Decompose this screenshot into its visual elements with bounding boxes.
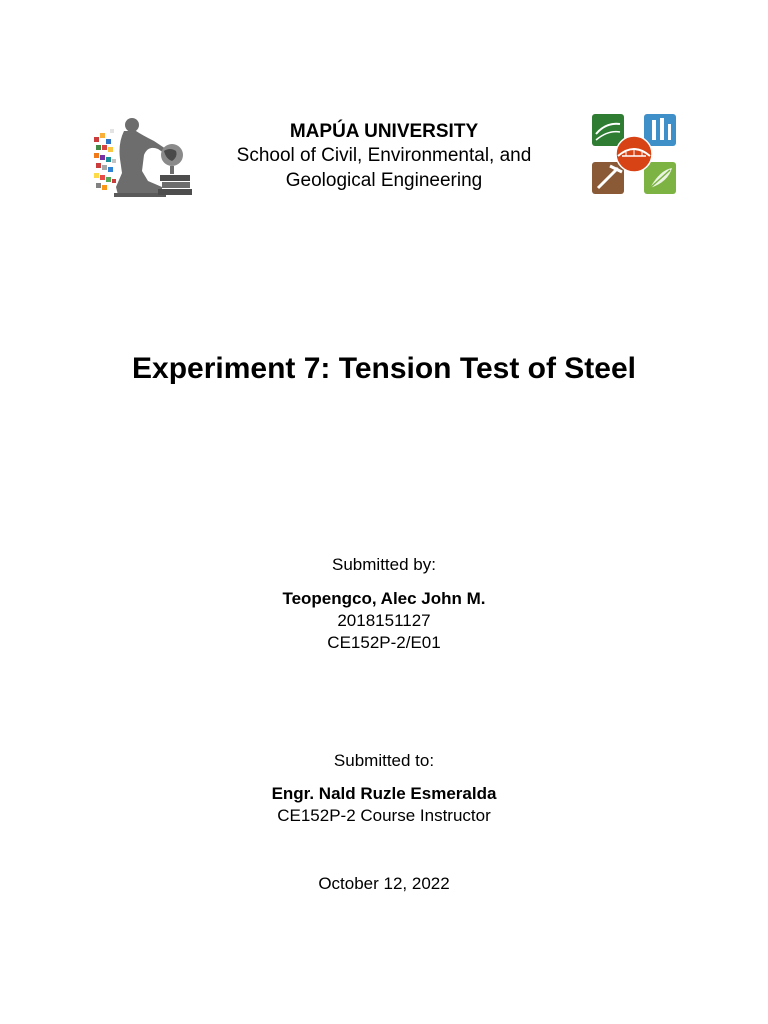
school-name-line-2: Geological Engineering xyxy=(285,170,483,191)
university-name: MAPÚA UNIVERSITY xyxy=(289,121,479,142)
student-name: Teopengco, Alec John M. xyxy=(282,589,486,608)
mapua-university-seal-icon xyxy=(92,115,196,199)
school-name-line-1: School of Civil, Environmental, and xyxy=(236,145,532,166)
submitted-by-label: Submitted by: xyxy=(332,555,436,574)
submitted-to-label: Submitted to: xyxy=(333,751,435,770)
instructor-role: CE152P-2 Course Instructor xyxy=(277,806,491,825)
student-number: 2018151127 xyxy=(337,611,431,630)
course-section: CE152P-2/E01 xyxy=(327,633,441,652)
submission-date: October 12, 2022 xyxy=(318,874,450,893)
document-header xyxy=(200,120,568,193)
instructor-name: Engr. Nald Ruzle Esmeralda xyxy=(271,784,497,803)
document-title: Experiment 7: Tension Test of Steel xyxy=(132,352,636,385)
school-of-civil-environmental-geological-engineering-logo-icon xyxy=(590,112,678,196)
